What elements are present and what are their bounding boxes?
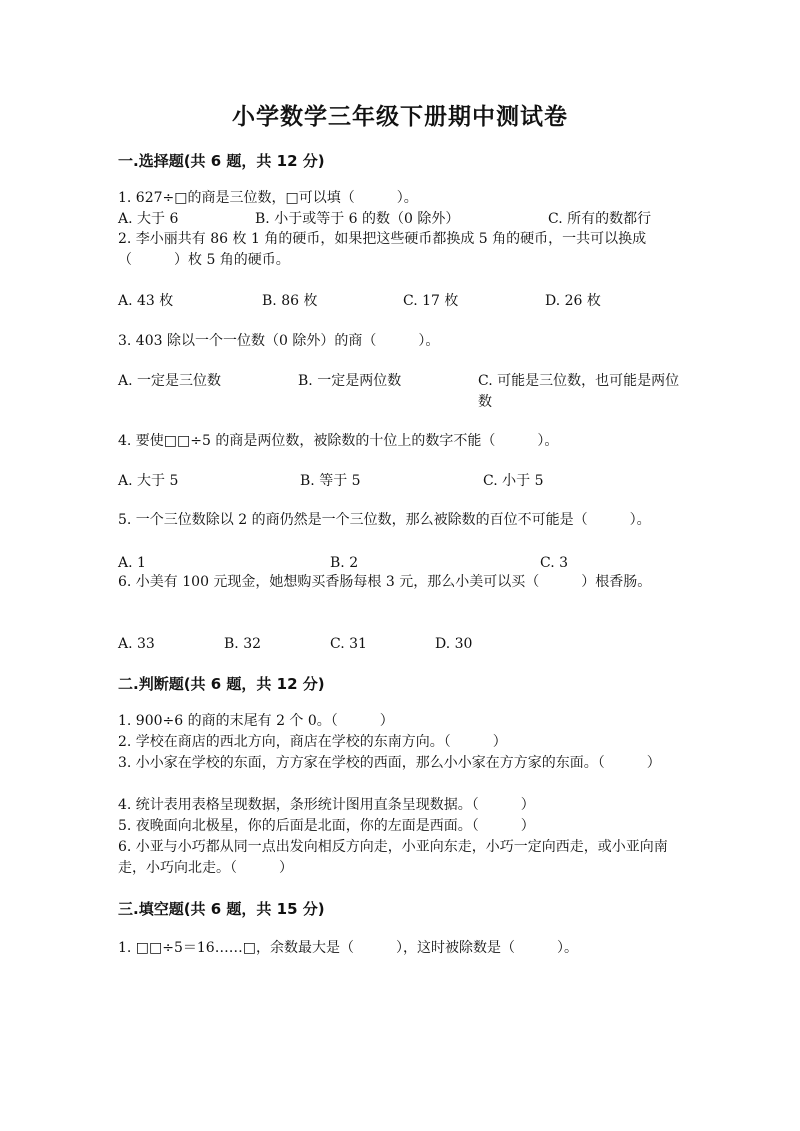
option: B. 一定是两位数 [298, 373, 402, 389]
option: D. 26 枚 [545, 293, 601, 309]
section-heading-choice: 一.选择题(共 6 题，共 12 分) [118, 152, 325, 170]
question-stem: 2. 李小丽共有 86 枚 1 角的硬币，如果把这些硬币都换成 5 角的硬币，一共可以换成（ ）枚 5 角的硬币。 [118, 231, 647, 268]
question-stem: 6. 小美有 100 元现金，她想购买香肠每根 3 元，那么小美可以买（ ）根香肠。 [118, 574, 652, 590]
question-stem: 1. 627÷□的商是三位数，□可以填（ ）。 [118, 190, 418, 206]
question-stem: 1. 900÷6 的商的末尾有 2 个 0。（ ） [118, 713, 394, 729]
option: C. 可能是三位数，也可能是两位数 [478, 373, 680, 410]
option: D. 30 [435, 636, 473, 652]
option: A. 一定是三位数 [118, 373, 222, 389]
option: B. 32 [224, 636, 262, 652]
option: A. 43 枚 [118, 293, 174, 309]
question-stem: 2. 学校在商店的西北方向，商店在学校的东南方向。（ ） [118, 734, 507, 750]
option: C. 小于 5 [483, 473, 544, 489]
option: C. 17 枚 [403, 293, 459, 309]
option: A. 大于 5 [118, 473, 179, 489]
option: B. 2 [330, 555, 359, 571]
option: A. 1 [118, 555, 146, 571]
option: C. 所有的数都行 [548, 211, 652, 227]
question-stem: 5. 夜晚面向北极星，你的后面是北面，你的左面是西面。（ ） [118, 818, 535, 834]
option: A. 33 [118, 636, 155, 652]
page-title: 小学数学三年级下册期中测试卷 [232, 104, 568, 130]
question-stem: 6. 小亚与小巧都从同一点出发向相反方向走，小亚向东走，小巧一定向西走，或小亚向南走，小巧向北走。（ ） [118, 839, 668, 876]
question-stem: 5. 一个三位数除以 2 的商仍然是一个三位数，那么被除数的百位不可能是（ ）。 [118, 512, 651, 528]
section-heading-fill: 三.填空题(共 6 题，共 15 分) [118, 900, 325, 918]
option: A. 大于 6 [118, 211, 179, 227]
option: B. 小于或等于 6 的数（0 除外） [255, 211, 460, 227]
option: B. 86 枚 [262, 293, 318, 309]
question-stem: 3. 403 除以一个一位数（0 除外）的商（ ）。 [118, 333, 440, 349]
question-stem: 4. 统计表用表格呈现数据，条形统计图用直条呈现数据。（ ） [118, 797, 535, 813]
section-heading-judgment: 二.判断题(共 6 题，共 12 分) [118, 675, 325, 693]
option: B. 等于 5 [300, 473, 361, 489]
option: C. 31 [330, 636, 367, 652]
option: C. 3 [540, 555, 569, 571]
question-stem: 1. □□÷5＝16……□，余数最大是（ ），这时被除数是（ ）。 [118, 940, 578, 956]
question-stem: 3. 小小家在学校的东面，方方家在学校的西面，那么小小家在方方家的东面。（ ） [118, 755, 661, 771]
question-stem: 4. 要使□□÷5 的商是两位数，被除数的十位上的数字不能（ ）。 [118, 433, 559, 449]
